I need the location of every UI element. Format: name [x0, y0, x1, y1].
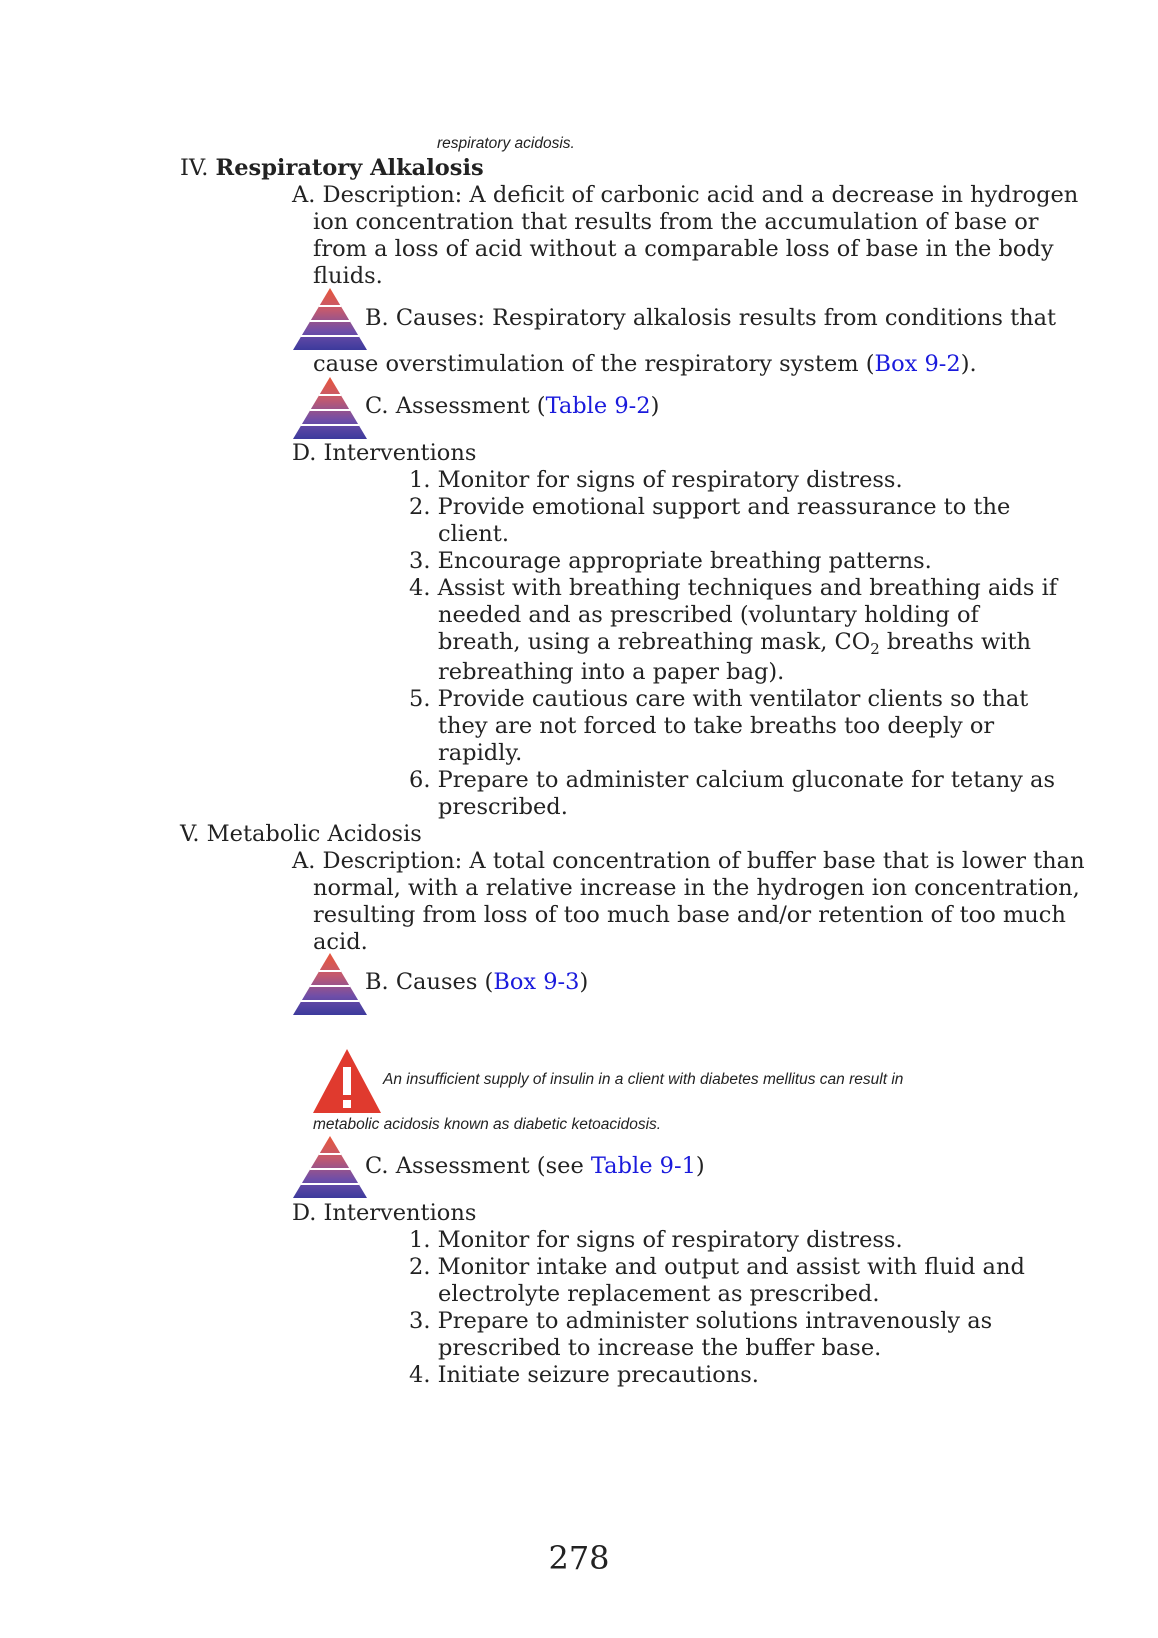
- iv-b-text-pre: cause overstimulation of the respiratory system (: [313, 351, 875, 377]
- iv-c-text-pre: C. Assessment (: [365, 393, 546, 419]
- alert-text-line-1: An insufficient supply of insulin in a client with diabetes mellitus can result in: [383, 1071, 904, 1088]
- iv-intervention-2-cont: client.: [438, 521, 509, 547]
- v-a-line-3: resulting from loss of too much base and/or retention of too much: [313, 902, 1066, 928]
- priority-pyramid-icon: [291, 951, 369, 1017]
- top-note: respiratory acidosis.: [437, 135, 575, 152]
- v-b-text-post: ): [579, 969, 589, 995]
- co2-subscript: 2: [870, 640, 880, 658]
- priority-pyramid-icon: [291, 375, 369, 441]
- warning-icon: [311, 1047, 383, 1115]
- v-intervention-1: 1. Monitor for signs of respiratory distress.: [409, 1227, 903, 1253]
- iv-b-line-1: B. Causes: Respiratory alkalosis results from conditions that: [365, 305, 1057, 331]
- iv-c-assessment: [365, 392, 659, 420]
- iv-intervention-6-cont: prescribed.: [438, 794, 568, 820]
- iv-a-line-1: A. Description: A deficit of carbonic acid and a decrease in hydrogen: [292, 182, 1079, 208]
- box-9-2-link[interactable]: Box 9-2: [874, 351, 961, 377]
- v-b-text-pre: B. Causes (: [365, 969, 494, 995]
- v-c-assessment: [365, 1152, 705, 1180]
- iv-a-line-3: from a loss of acid without a comparable loss of base in the body: [313, 236, 1054, 262]
- iv-i4-text-post: breaths with: [879, 629, 1032, 655]
- table-9-1-link[interactable]: Table 9-1: [590, 1153, 696, 1179]
- iv-intervention-4-cont: [438, 628, 1031, 656]
- section-v-heading: V. Metabolic Acidosis: [180, 821, 422, 847]
- iv-intervention-1: 1. Monitor for signs of respiratory distress.: [409, 467, 903, 493]
- iv-intervention-4: 4. Assist with breathing techniques and breathing aids if: [409, 575, 1058, 601]
- iv-intervention-5-cont: they are not forced to take breaths too deeply or: [438, 713, 995, 739]
- priority-pyramid-icon: [291, 286, 369, 352]
- section-iv-number: IV.: [180, 155, 209, 181]
- section-iv-title: Respiratory Alkalosis: [215, 155, 484, 181]
- iv-a-line-4: fluids.: [313, 263, 383, 289]
- v-d-interventions: D. Interventions: [292, 1200, 477, 1226]
- priority-pyramid-icon: [291, 1134, 369, 1200]
- v-c-text-post: ): [695, 1153, 705, 1179]
- iv-a-line-2: ion concentration that results from the accumulation of base or: [313, 209, 1039, 235]
- iv-intervention-4-cont: rebreathing into a paper bag).: [438, 659, 785, 685]
- v-intervention-3: 3. Prepare to administer solutions intravenously as: [409, 1308, 993, 1334]
- section-iv-heading: [180, 154, 484, 182]
- v-a-line-1: A. Description: A total concentration of buffer base that is lower than: [292, 848, 1085, 874]
- v-a-line-2: normal, with a relative increase in the hydrogen ion concentration,: [313, 875, 1080, 901]
- v-intervention-3-cont: prescribed to increase the buffer base.: [438, 1335, 882, 1361]
- page-number: 278: [548, 1539, 610, 1577]
- iv-d-interventions: D. Interventions: [292, 440, 477, 466]
- v-intervention-2-cont: electrolyte replacement as prescribed.: [438, 1281, 880, 1307]
- alert-text-line-2: metabolic acidosis known as diabetic ketoacidosis.: [313, 1116, 662, 1133]
- iv-intervention-2: 2. Provide emotional support and reassurance to the: [409, 494, 1011, 520]
- v-c-text-pre: C. Assessment (see: [365, 1153, 591, 1179]
- v-intervention-2: 2. Monitor intake and output and assist with fluid and: [409, 1254, 1025, 1280]
- iv-b-text-post: ).: [960, 351, 977, 377]
- v-a-line-4: acid.: [313, 929, 368, 955]
- v-intervention-4: 4. Initiate seizure precautions.: [409, 1362, 759, 1388]
- iv-intervention-5-cont: rapidly.: [438, 740, 523, 766]
- v-b-causes: [365, 968, 588, 996]
- box-9-3-link[interactable]: Box 9-3: [493, 969, 580, 995]
- iv-i4-text-pre: breath, using a rebreathing mask, CO: [438, 629, 871, 655]
- iv-b-line-2: [313, 350, 977, 378]
- iv-intervention-3: 3. Encourage appropriate breathing patterns.: [409, 548, 932, 574]
- iv-intervention-5: 5. Provide cautious care with ventilator clients so that: [409, 686, 1029, 712]
- iv-intervention-4-cont: needed and as prescribed (voluntary holding of: [438, 602, 979, 628]
- iv-intervention-6: 6. Prepare to administer calcium gluconate for tetany as: [409, 767, 1056, 793]
- table-9-2-link[interactable]: Table 9-2: [545, 393, 651, 419]
- iv-c-text-post: ): [650, 393, 660, 419]
